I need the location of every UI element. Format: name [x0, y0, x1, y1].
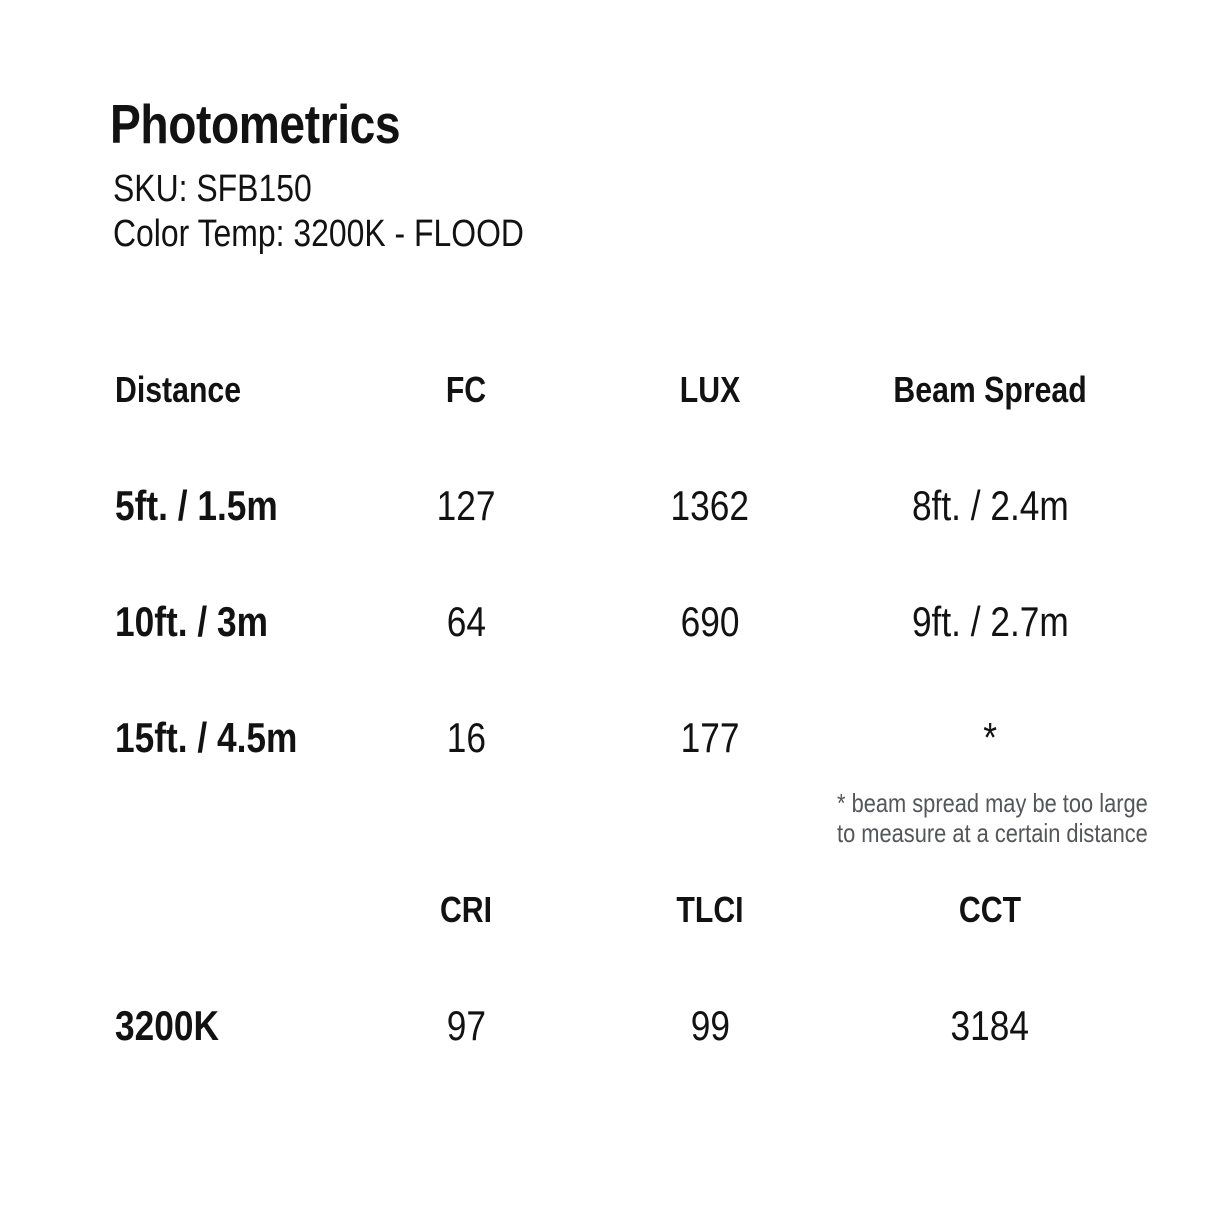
beam-spread-asterisk: *	[983, 714, 997, 761]
color-temp-label: 3200K	[115, 1002, 219, 1049]
beam-spread-value: 8ft. / 2.4m	[911, 482, 1069, 529]
beam-spread-value: 9ft. / 2.7m	[911, 598, 1069, 645]
table-header-row	[113, 332, 1149, 448]
column-header-cri: CRI	[439, 889, 493, 930]
distance-value: 15ft. / 4.5m	[115, 714, 298, 761]
column-header-fc: FC	[445, 369, 487, 410]
sku-line	[113, 167, 602, 212]
distance-value: 10ft. / 3m	[115, 598, 268, 645]
column-header-cct: CCT	[958, 889, 1022, 930]
page-title-text: Photometrics	[110, 93, 401, 155]
table-row	[113, 968, 1149, 1084]
table-row	[113, 448, 1149, 564]
photometrics-table	[113, 332, 1149, 796]
cct-value: 3184	[950, 1002, 1030, 1049]
column-header-lux: LUX	[679, 369, 741, 410]
color-temp-text: Color Temp: 3200K - FLOOD	[113, 213, 524, 255]
tlci-value: 99	[690, 1002, 730, 1049]
fc-value: 64	[446, 598, 486, 645]
footnote-line: to measure at a certain distance	[837, 818, 1148, 848]
distance-value: 5ft. / 1.5m	[115, 482, 278, 529]
cri-value: 97	[446, 1002, 486, 1049]
product-meta	[113, 167, 602, 257]
lux-value: 690	[680, 598, 740, 645]
sku-text: SKU: SFB150	[113, 168, 312, 210]
lux-value: 177	[680, 714, 740, 761]
beam-spread-footnote	[837, 788, 1207, 848]
fc-value: 127	[436, 482, 496, 529]
fc-value: 16	[446, 714, 486, 761]
column-header-distance: Distance	[115, 369, 242, 410]
column-header-tlci: TLCI	[676, 889, 744, 930]
color-quality-table	[113, 852, 1149, 1084]
table-row	[113, 680, 1149, 796]
color-temp-line	[113, 212, 602, 257]
page-title	[110, 93, 455, 155]
column-header-beam-spread: Beam Spread	[893, 369, 1087, 410]
table-header-row	[113, 852, 1149, 968]
lux-value: 1362	[670, 482, 750, 529]
footnote-line: * beam spread may be too large	[837, 788, 1148, 818]
table-row	[113, 564, 1149, 680]
